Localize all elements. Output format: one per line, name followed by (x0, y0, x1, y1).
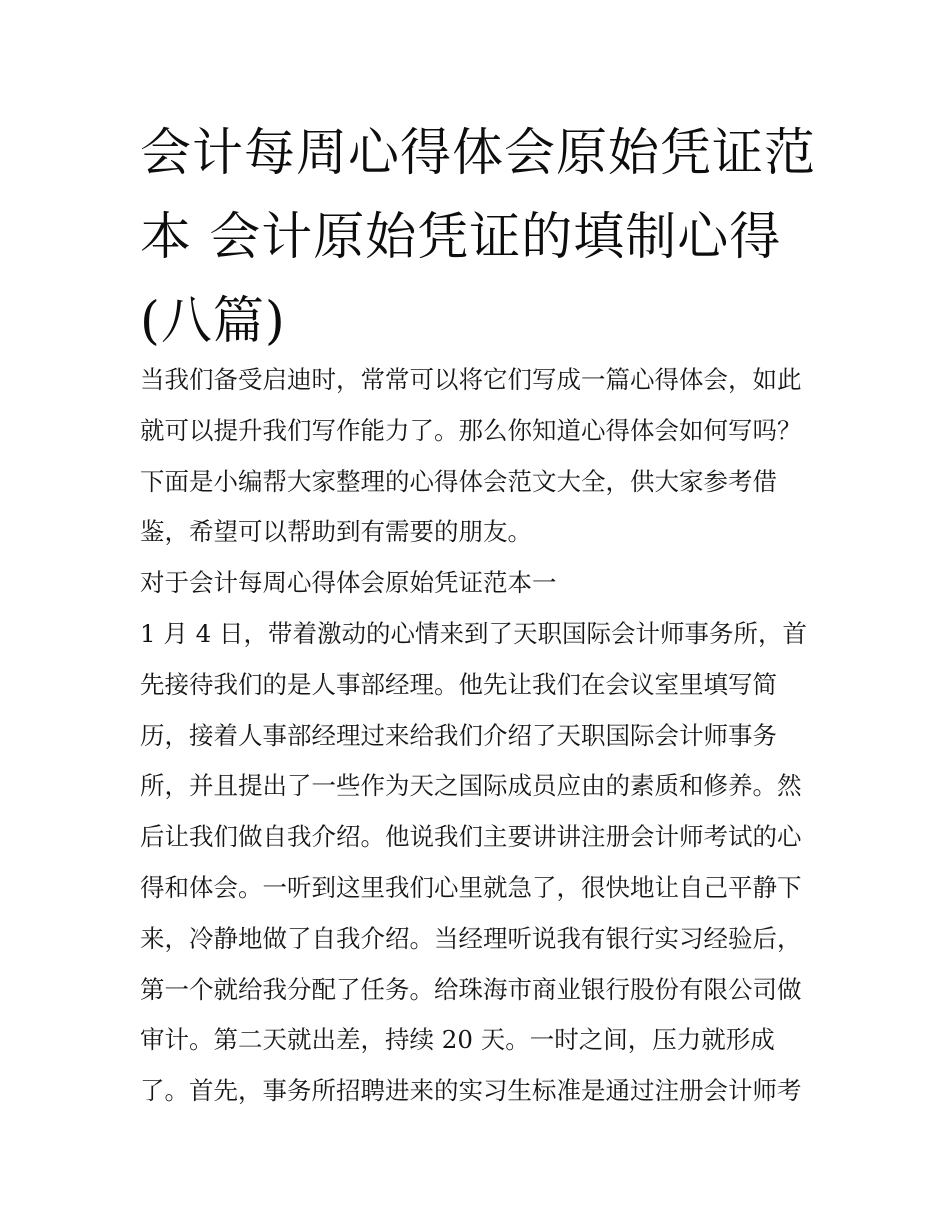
section-heading: 对于会计每周心得体会原始凭证范本一 (140, 568, 557, 598)
intro-line-3: 下面是小编帮大家整理的心得体会范文大全，供大家参考借 (140, 466, 777, 496)
paragraph-line-8: 第一个就给我分配了任务。给珠海市商业银行股份有限公司做 (140, 974, 802, 1004)
paragraph-line-1: 1 月 4 日，带着激动的心情来到了天职国际会计师事务所，首 (140, 618, 808, 648)
paragraph-line-5: 后让我们做自我介绍。他说我们主要讲讲注册会计师考试的心 (140, 822, 802, 852)
paragraph-line-9: 审计。第二天就出差，持续 20 天。一时之间，压力就形成 (140, 1025, 775, 1055)
paragraph-line-3: 历，接着人事部经理过来给我们介绍了天职国际会计师事务 (140, 720, 777, 750)
intro-line-4: 鉴，希望可以帮助到有需要的朋友。 (140, 517, 532, 547)
paragraph-line-7: 来，冷静地做了自我介绍。当经理听说我有银行实习经验后， (140, 923, 802, 953)
title-line-1: 会计每周心得体会原始凭证范 (140, 124, 817, 183)
title-line-2: 本 会计原始凭证的填制心得 (140, 208, 782, 267)
intro-line-1: 当我们备受启迪时，常常可以将它们写成一篇心得体会，如此 (140, 365, 802, 394)
title-line-3: (八篇) (140, 292, 286, 351)
document-body (140, 355, 830, 1117)
paragraph-line-10: 了。首先，事务所招聘进来的实习生标准是通过注册会计师考 (140, 1076, 802, 1106)
paragraph-line-6: 得和体会。一听到这里我们心里就急了，很快地让自己平静下 (140, 872, 802, 902)
paragraph-line-4: 所，并且提出了一些作为天之国际成员应由的素质和修养。然 (140, 771, 802, 801)
document-title (140, 112, 820, 364)
paragraph-line-2: 先接待我们的是人事部经理。他先让我们在会议室里填写简 (140, 669, 777, 699)
intro-line-2: 就可以提升我们写作能力了。那么你知道心得体会如何写吗？ (140, 415, 802, 445)
